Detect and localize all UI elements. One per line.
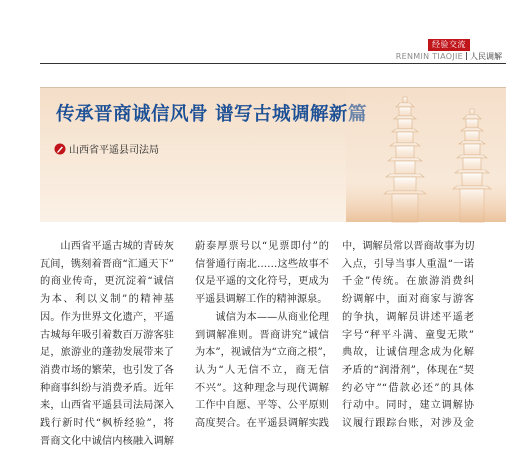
banner-top-edge [40, 87, 506, 88]
text-line: 行动中。同时，建立调解协 [342, 400, 474, 412]
text-line: 种商事纠纷与消费矛盾。近年 [40, 382, 174, 394]
text-line: 中，调解员常以晋商故事为切 [342, 241, 475, 252]
body-column-1 [40, 238, 174, 447]
text-line: 因。作为世界文化遗产，平遥 [40, 311, 174, 323]
brand-separator [466, 52, 467, 60]
text-line: 信誉通行南北……这些故事不 [195, 258, 329, 270]
byline-text: 山西省平遥县司法局 [69, 145, 159, 156]
body-column-3 [342, 238, 474, 429]
text-line: 为本”，视诚信为“立商之根”， [195, 347, 333, 359]
text-line: 蔚泰厚票号以“见票即付”的 [195, 241, 329, 252]
article-byline [54, 143, 159, 159]
text-line: 为本、利以义制”的精神基 [40, 294, 174, 306]
text-line: 晋商文化中诚信内核融入调解 [40, 435, 174, 447]
text-line: 工作中自愿、平等、公平原则 [195, 400, 329, 412]
body-column-2 [195, 238, 333, 430]
text-line: 诚信为本——从商业伦理 [215, 311, 329, 323]
text-line: 不兴”。这种理念与现代调解 [195, 382, 329, 394]
brand-pinyin: RENMIN TIAOJIE [395, 52, 463, 61]
text-line: 字号“秤平斗满、童叟无欺” [342, 329, 474, 341]
text-line: 矛盾的“润滑剂”，体现在“契 [342, 364, 474, 376]
text-line: 的商业传奇，更沉淀着“诚信 [40, 276, 174, 288]
pen-icon [54, 143, 66, 155]
text-line: 的争执，调解员讲述平遥老 [342, 311, 474, 323]
text-line: 高度契合。在平遥县调解实践 [195, 418, 329, 430]
article-title: 传承晋商诚信风骨 谱写古城调解新篇 [56, 104, 367, 125]
text-line: 消费市场的繁荣，也引发了各 [40, 364, 174, 376]
text-line: 认为“人无信不立，商无信 [195, 364, 329, 376]
text-line: 古城每年吸引着数百万游客驻 [40, 329, 174, 341]
text-line: 约必守”“借款必还”的具体 [342, 382, 474, 394]
text-line: 平遥县调解工作的精神源泉。 [195, 294, 328, 306]
pagoda-illustration [346, 87, 506, 222]
text-line: 足，旅游业的蓬勃发展带来了 [40, 347, 174, 359]
brand-name: 人民调解 [470, 52, 502, 61]
text-line: 入点，引导当事人重温“一诺 [342, 258, 474, 270]
text-line: 仅是平遥的文化符号，更成为 [195, 276, 329, 288]
text-line: 瓦间，镌刻着晋商“汇通天下” [40, 258, 174, 270]
text-line: 千金”传统。在旅游消费纠 [342, 276, 474, 288]
title-banner [40, 87, 506, 222]
magazine-brand [352, 51, 502, 62]
text-line: 到调解准则。晋商讲究“诚信 [195, 329, 329, 341]
text-line: 践行新时代“枫桥经验”，将 [40, 418, 174, 430]
text-line: 来，山西省平遥县司法局深入 [40, 400, 174, 412]
text-line: 纷调解中，面对商家与游客 [342, 294, 474, 306]
text-line: 议履行跟踪台账，对涉及金 [342, 418, 474, 430]
text-line: 山西省平遥古城的青砖灰 [60, 241, 174, 252]
section-tag: 经验交流 [428, 39, 470, 51]
header-rule [40, 63, 506, 64]
text-line: 典故，让诚信理念成为化解 [342, 347, 474, 359]
